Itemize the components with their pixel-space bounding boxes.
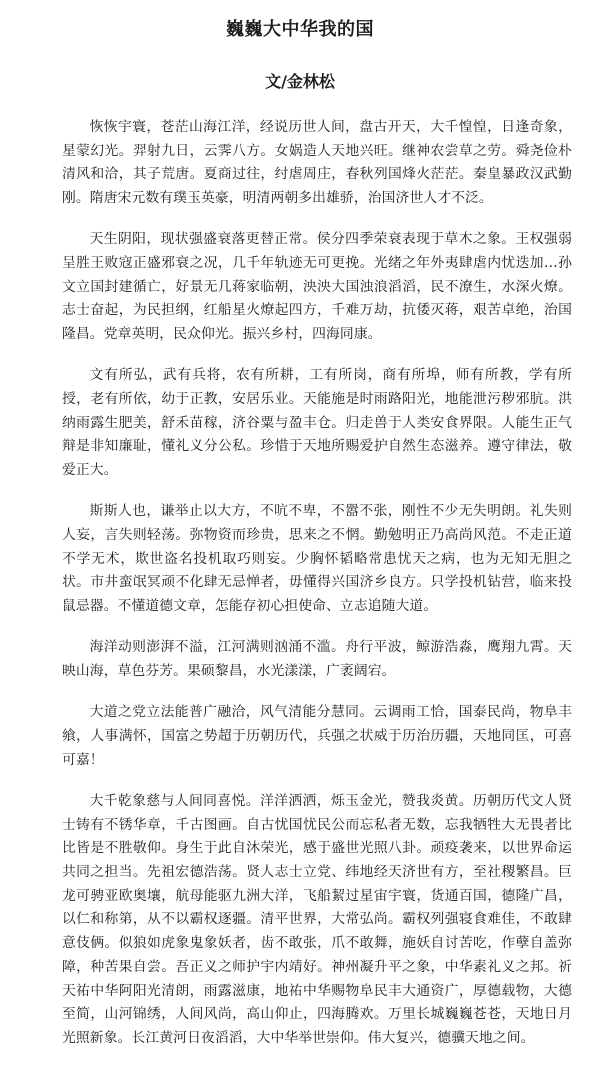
paragraph: 斯斯人也，谦举止以大方，不吭不卑，不嚣不张，刚性不少无失明朗。礼失则人妄，言失则轻荡。弥物资而珍贵，思来之不惘。勤勉明正乃高尚风范。不走正道不学无术，欺世盗名投机取巧则妄。少胸怀韬略常患忧天之病，也为无知无胆之状。市井蛮氓冥顽不化肆无忌惮者，毋懂得兴国济乡良方。只学投机钻营，临来投鼠忌器。不懂道德文章，怎能存初心担使命、立志追随大道。: [62, 503, 572, 615]
paragraph: 文有所弘，武有兵将，农有所耕，工有所岗，商有所埠，师有所教，学有所授，老有所依，幼于正教，安居乐业。天能施是时雨路阳光，地能泄污秽邪肮。洪纳雨露生肥美，舒禾苗稼，济谷粟与盈丰仓。归走兽于人类安食界限。人能生正气辩是非知廉耻，懂礼义分公私。珍惜于天地所赐爱护自然生态滋养。遵守律法，敬爱正大。: [62, 367, 572, 479]
paragraph: 天生阴阳，现状强盛衰落更替正常。侯分四季荣衰表现于草木之象。王权强弱呈胜王败寇正盛邪衰之况，几千年轨迹无可更挽。光绪之年外夷肆虐内忧迭加…孙文立国封建循亡，好景无几蒋家临朝，泱泱大国浊浪滔滔，民不潦生，水深火燎。志士奋起，为民担纲，红船星火燎起四方，千难万劫，抗倭灭蒋，艰苦卓绝，治国隆昌。党章英明，民众仰光。振兴乡村，四海同康。: [62, 231, 572, 343]
article-title: 巍巍大中华我的国: [226, 19, 374, 40]
article-body: [62, 116, 572, 1068]
paragraph: 大道之党立法能普广融洽，风气清能分慧同。云调雨工恰，国泰民尚，物阜丰飨，人事满怀，国富之势超于历朝历代，兵强之状威于历治历疆，天地同匡，可喜可嘉！: [62, 704, 572, 768]
paragraph: 恢恢宇寰，苍茫山海江洋，经说历世人间，盘古开天，大千惶惶，日逢奇象，星蒙幻光。羿射九日，云霁八方。女娲造人天地兴旺。继神农尝草之劳。舜尧俭朴清风和洽，其子荒唐。夏商过往，纣虐周庄，春秋列国烽火茫茫。秦皇暴政汉武勤刚。隋唐宋元数有璞玉英豪，明清两朝多出雄骄，治国济世人才不泛。: [62, 119, 572, 207]
article-author: 文/金林松: [265, 72, 335, 91]
paragraph: 大千乾象慈与人间同喜悦。洋洋洒洒，烁玉金光，赞我炎黄。历朝历代文人贤士铸有不锈华章，千古图画。自古忧国忧民公而忘私者无数，忘我牺牲大无畏者比比皆是不胜敬仰。身生于此自沐荣光，感于盛世光照八卦。顽疫袭来，以世界命运共同之担当。先祖宏德浩荡。贤人志士立党、纬地经天济世有方，至社稷繁昌。巨龙可骋亚欧奥壤，航母能驱九洲大洋，飞船絜过星宙宇寰，货通百国，德隆广昌，以仁和称第，从不以霸权逐疆。清平世界，大常弘尚。霸权列强寝食难佳，不敢肆意伎俩。似狼如虎象鬼象妖者，齿不敢张，爪不敢舞，施妖自讨苦吃，作孽自盖弥障，种苦果自尝。吾正义之师护宇内靖好。神州凝升平之象，中华素礼义之邦。祈天祐中华阿阳光清朗，雨露滋康，地祐中华赐物阜民丰大通资广，厚德载物，大德至简，山河锦绣，人间风尚，高山仰止，四海腾欢。万里长城巍巍苍苍，天地日月光照新象。长江黄河日夜滔滔，大中华举世崇仰。伟大复兴，德骥天地之间。: [62, 792, 572, 1046]
paragraph: 海洋动则澎湃不溢，江河满则汹涌不滥。舟行平波，鲸游浩淼，鹰翔九霄。天映山海，草色芬芳。果硕黎昌，水光漾漾，广袤阔宕。: [62, 639, 572, 680]
